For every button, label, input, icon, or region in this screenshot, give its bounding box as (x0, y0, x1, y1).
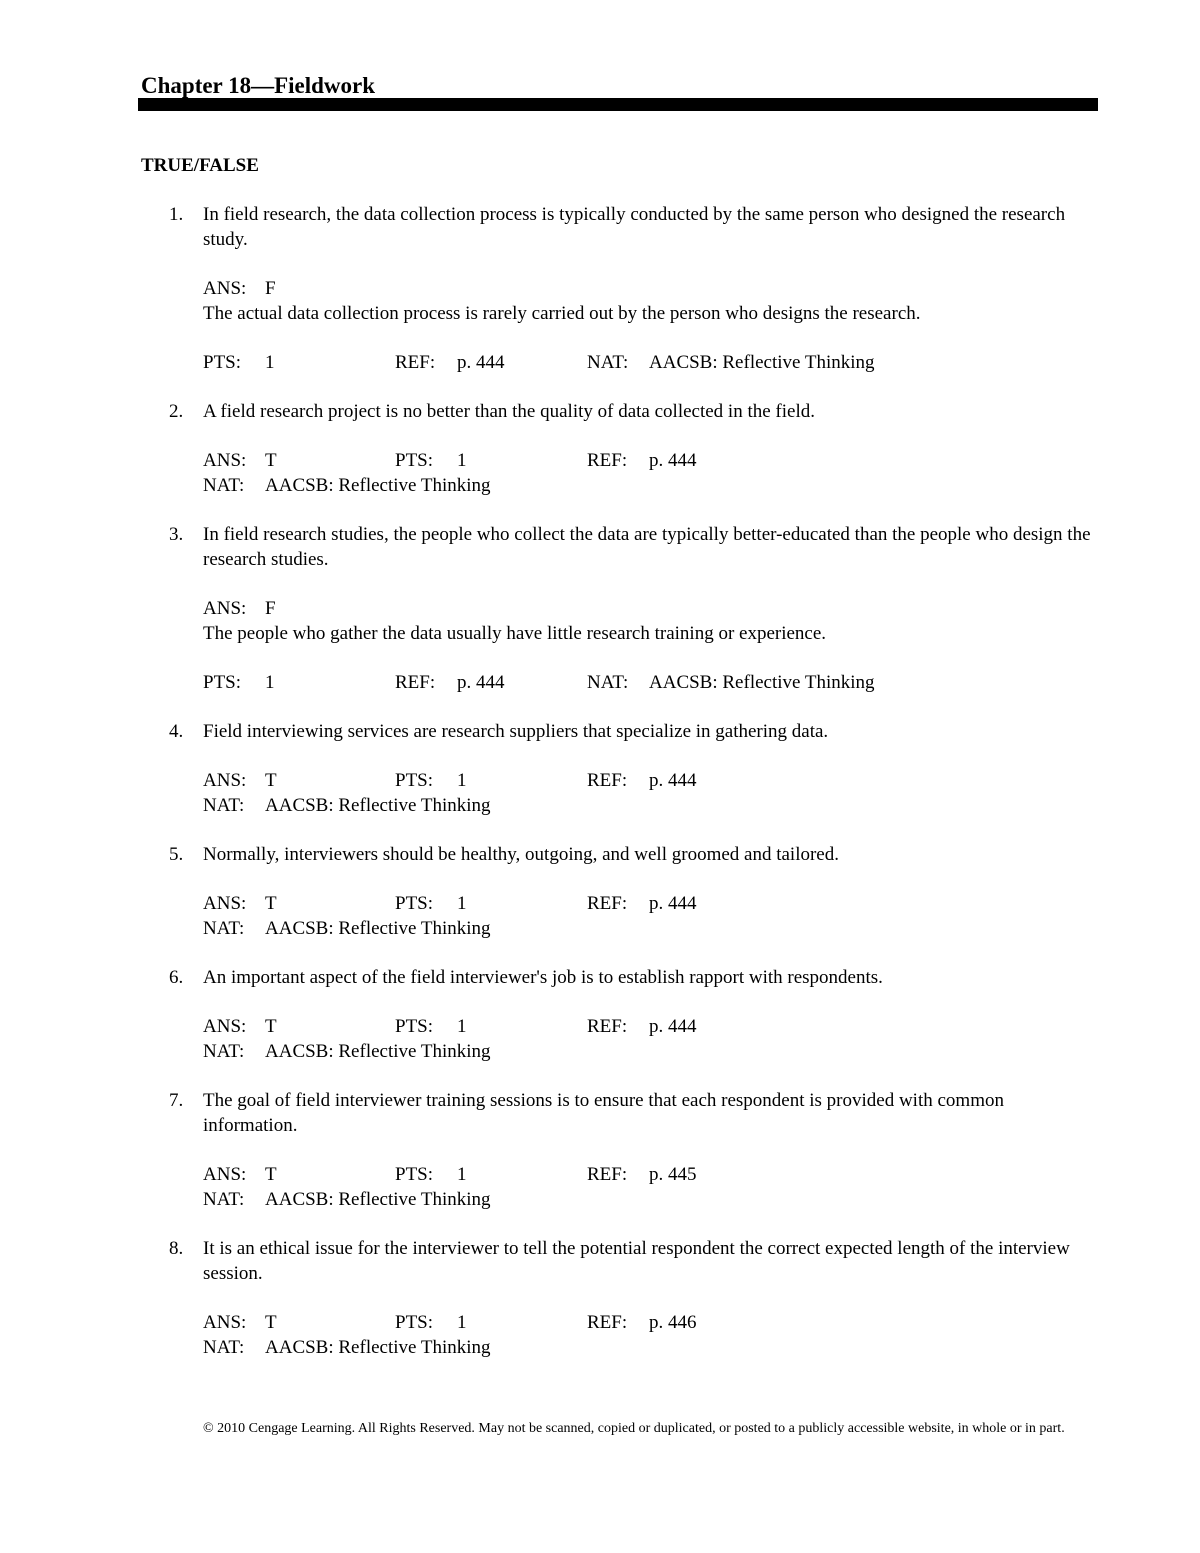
pts-label: PTS: (395, 1164, 434, 1185)
nat-value: AACSB: Reflective Thinking (265, 918, 491, 939)
pts-value: 1 (265, 352, 275, 373)
answer-block (203, 891, 1091, 941)
question-text: The goal of field interviewer training sessions is to ensure that each respondent is provided with common information. (203, 1090, 1004, 1136)
pts-label: PTS: (395, 1312, 434, 1333)
question-number: 4. (169, 721, 184, 742)
pts-label: PTS: (395, 1016, 434, 1037)
pts-value: 1 (265, 672, 275, 693)
ref-value: p. 444 (649, 770, 697, 791)
ans-label: ANS: (203, 1312, 247, 1333)
pts-label: PTS: (395, 893, 434, 914)
ans-label: ANS: (203, 1016, 247, 1037)
answer-block (203, 276, 1091, 375)
question-number: 3. (169, 524, 184, 545)
nat-line (203, 793, 1091, 818)
meta-line (203, 1014, 1091, 1039)
question-text: In field research, the data collection process is typically conducted by the same person who designed the research study. (203, 204, 1066, 250)
nat-label: NAT: (203, 1041, 245, 1062)
answer-block (203, 448, 1091, 498)
nat-value: AACSB: Reflective Thinking (265, 1189, 491, 1210)
copyright-footer: © 2010 Cengage Learning. All Rights Reserved. May not be scanned, copied or duplicated, or posted to a publicly accessible website, in whole or in part. (203, 1421, 1065, 1436)
question-number: 2. (169, 401, 184, 422)
nat-value: AACSB: Reflective Thinking (265, 1337, 491, 1358)
nat-value: AACSB: Reflective Thinking (649, 672, 875, 693)
ref-label: REF: (587, 1312, 628, 1333)
answer-line (203, 596, 1091, 621)
question-item (141, 1236, 1091, 1360)
question-item (141, 522, 1091, 695)
title-rule (138, 98, 1098, 111)
question-text: Normally, interviewers should be healthy, outgoing, and well groomed and tailored. (203, 844, 839, 865)
question-item (141, 842, 1091, 941)
question-number: 7. (169, 1090, 184, 1111)
ref-label: REF: (587, 450, 628, 471)
pts-value: 1 (457, 1164, 467, 1185)
ref-value: p. 444 (457, 672, 505, 693)
ans-value: T (265, 770, 277, 791)
answer-block (203, 768, 1091, 818)
ans-label: ANS: (203, 450, 247, 471)
answer-block (203, 1014, 1091, 1064)
ref-value: p. 444 (649, 893, 697, 914)
ans-value: F (265, 598, 276, 619)
ref-value: p. 445 (649, 1164, 697, 1185)
pts-label: PTS: (203, 352, 242, 373)
ref-value: p. 444 (649, 1016, 697, 1037)
ref-label: REF: (587, 1016, 628, 1037)
question-list (141, 202, 1091, 1384)
answer-explanation: The actual data collection process is rarely carried out by the person who designs the research. (203, 303, 921, 324)
meta-line (203, 350, 1091, 375)
ans-value: T (265, 1312, 277, 1333)
pts-label: PTS: (395, 770, 434, 791)
question-item (141, 202, 1091, 375)
nat-value: AACSB: Reflective Thinking (265, 1041, 491, 1062)
pts-label: PTS: (395, 450, 434, 471)
pts-value: 1 (457, 450, 467, 471)
ans-value: T (265, 893, 277, 914)
nat-value: AACSB: Reflective Thinking (649, 352, 875, 373)
nat-line (203, 1335, 1091, 1360)
ref-label: REF: (395, 352, 436, 373)
question-item (141, 719, 1091, 818)
pts-label: PTS: (203, 672, 242, 693)
answer-explanation: The people who gather the data usually have little research training or experience. (203, 623, 827, 644)
meta-line (203, 1162, 1091, 1187)
ans-value: F (265, 278, 276, 299)
ans-label: ANS: (203, 278, 247, 299)
meta-line (203, 1310, 1091, 1335)
question-number: 5. (169, 844, 184, 865)
meta-line (203, 670, 1091, 695)
ans-value: T (265, 1164, 277, 1185)
nat-line (203, 916, 1091, 941)
pts-value: 1 (457, 1312, 467, 1333)
pts-value: 1 (457, 1016, 467, 1037)
nat-value: AACSB: Reflective Thinking (265, 475, 491, 496)
nat-line (203, 1039, 1091, 1064)
question-item (141, 399, 1091, 498)
nat-label: NAT: (203, 918, 245, 939)
ans-value: T (265, 450, 277, 471)
question-number: 1. (169, 204, 184, 225)
nat-line (203, 1187, 1091, 1212)
question-text: An important aspect of the field interviewer's job is to establish rapport with respondents. (203, 967, 883, 988)
answer-line (203, 276, 1091, 301)
ref-label: REF: (587, 1164, 628, 1185)
answer-block (203, 596, 1091, 695)
pts-value: 1 (457, 893, 467, 914)
nat-label: NAT: (587, 672, 629, 693)
question-text: In field research studies, the people who collect the data are typically better-educated than the people who design the research studies. (203, 524, 1091, 570)
meta-line (203, 891, 1091, 916)
ans-label: ANS: (203, 893, 247, 914)
question-text: Field interviewing services are research suppliers that specialize in gathering data. (203, 721, 829, 742)
ans-label: ANS: (203, 770, 247, 791)
question-text: It is an ethical issue for the interviewer to tell the potential respondent the correct expected length of the interview session. (203, 1238, 1070, 1284)
ref-label: REF: (395, 672, 436, 693)
question-item (141, 965, 1091, 1064)
nat-line (203, 473, 1091, 498)
answer-block (203, 1162, 1091, 1212)
nat-label: NAT: (203, 1189, 245, 1210)
meta-line (203, 768, 1091, 793)
nat-label: NAT: (203, 1337, 245, 1358)
answer-block (203, 1310, 1091, 1360)
pts-value: 1 (457, 770, 467, 791)
ans-value: T (265, 1016, 277, 1037)
ref-label: REF: (587, 893, 628, 914)
section-title: TRUE/FALSE (141, 155, 259, 176)
question-number: 6. (169, 967, 184, 988)
nat-label: NAT: (203, 795, 245, 816)
chapter-title: Chapter 18—Fieldwork (141, 73, 376, 98)
nat-label: NAT: (203, 475, 245, 496)
ans-label: ANS: (203, 1164, 247, 1185)
meta-line (203, 448, 1091, 473)
ref-value: p. 446 (649, 1312, 697, 1333)
question-number: 8. (169, 1238, 184, 1259)
ref-value: p. 444 (457, 352, 505, 373)
question-item (141, 1088, 1091, 1212)
nat-label: NAT: (587, 352, 629, 373)
ans-label: ANS: (203, 598, 247, 619)
ref-label: REF: (587, 770, 628, 791)
nat-value: AACSB: Reflective Thinking (265, 795, 491, 816)
ref-value: p. 444 (649, 450, 697, 471)
question-text: A field research project is no better than the quality of data collected in the field. (203, 401, 815, 422)
